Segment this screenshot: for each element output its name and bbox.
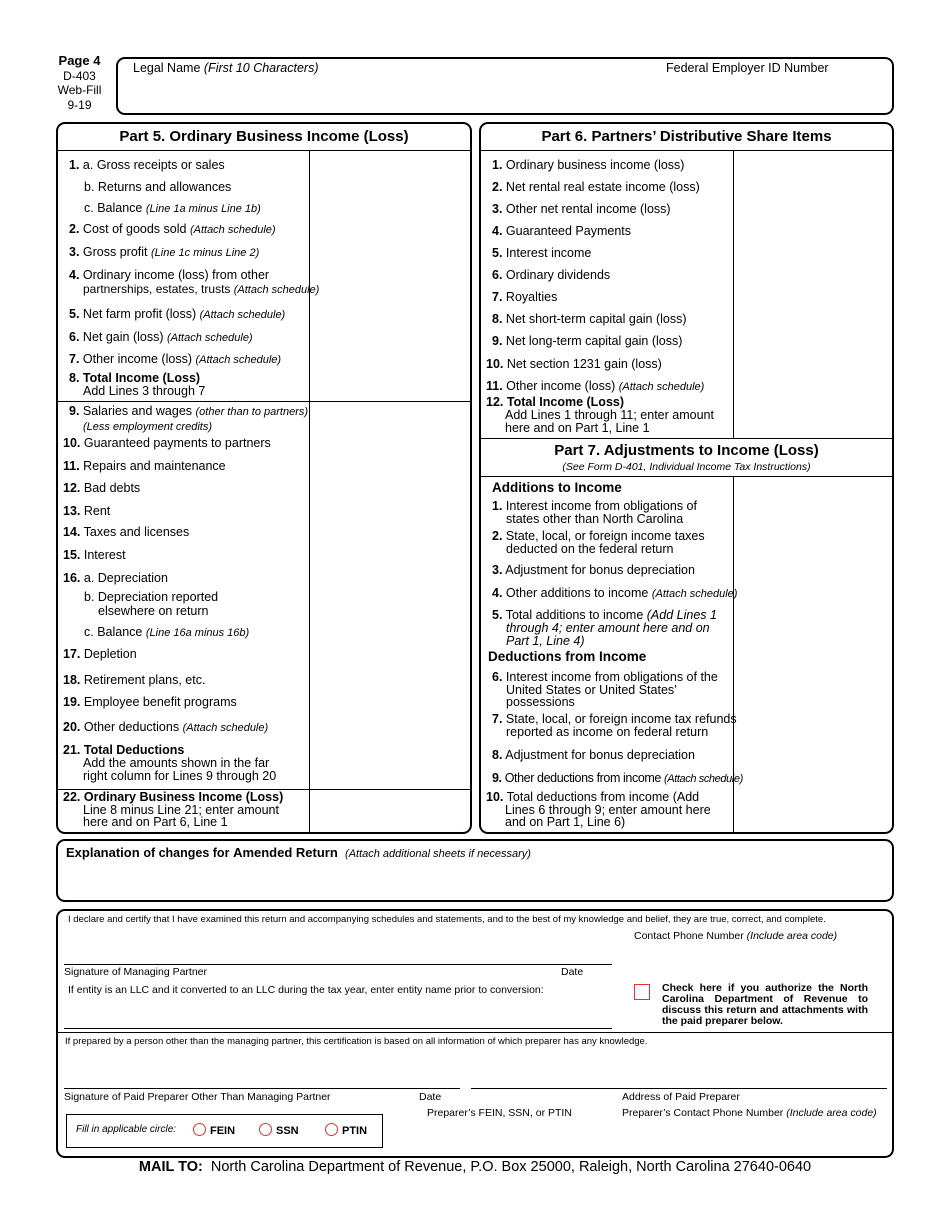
p6-line-4: 4. Guaranteed Payments [492,224,631,238]
p7-line-2: 2. State, local, or foreign income taxes deducted on the federal return [492,529,705,556]
part7-subtitle: (See Form D-401, Individual Income Tax Instructions) [562,461,811,473]
p5-line-7: 7. Other income (loss) (Attach schedule) [69,352,282,366]
p5-line-10: 10. Guaranteed payments to partners [63,436,271,450]
preparer-date-input[interactable] [413,1056,460,1087]
p7-line-1: 1. Interest income from obligations of states other than North Carolina [492,499,697,526]
p6-line-1: 1. Ordinary business income (loss) [492,158,685,172]
p6-line-3: 3. Other net rental income (loss) [492,202,671,216]
ptin-radio[interactable] [325,1123,338,1136]
contact-phone-label: Contact Phone Number (Include area code) [634,930,838,942]
p5-line-11: 11. Repairs and maintenance [63,459,226,473]
form-date: 9-19 [67,97,92,112]
id-type-box [66,1114,383,1148]
fein-radio[interactable] [193,1123,206,1136]
authorize-checkbox[interactable] [634,984,650,1000]
partner-date-label: Date [561,966,584,978]
preparer-id-label: Preparer’s FEIN, SSN, or PTIN [427,1107,572,1119]
p6-line-8: 8. Net short-term capital gain (loss) [492,312,687,326]
p5-line-22: 22. Ordinary Business Income (Loss) Line 8 minus Line 21; enter amount here and on Part 6, Line 1 [63,790,284,829]
authorize-text: Check here if you authorize the North Carolina Department of Revenue to discuss this return and attachments with the paid preparer below. [662,982,868,1027]
p5-line-4: 4. Ordinary income (loss) from other partnerships, estates, trusts (Attach schedule) [69,268,320,296]
fill-circle-label: Fill in applicable circle: [76,1124,177,1135]
p7-line-4: 4. Other additions to income (Attach schedule) [492,586,738,600]
legal-name-input[interactable] [128,79,648,109]
llc-text: If entity is an LLC and it converted to an LLC during the tax year, enter entity name prior to conversion: [68,984,544,996]
p5-line-20: 20. Other deductions (Attach schedule) [63,720,269,734]
declaration-text: I declare and certify that I have examined this return and accompanying schedules and statements, and to the best of my knowledge and belief, they are true, correct, and complete. [68,914,826,925]
p6-line-2: 2. Net rental real estate income (loss) [492,180,700,194]
p5-line-17: 17. Depletion [63,647,137,661]
option-ptin[interactable]: PTIN [325,1123,367,1137]
preparer-signature[interactable] [64,1056,409,1087]
preparer-signature-label: Signature of Paid Preparer Other Than Managing Partner [64,1091,331,1103]
amended-box [56,839,894,902]
preparer-phone-label: Preparer’s Contact Phone Number (Include area code) [622,1107,877,1119]
form-version: Web-Fill [57,83,102,97]
ssn-radio[interactable] [259,1123,272,1136]
p5-line-12: 12. Bad debts [63,481,141,495]
deductions-heading: Deductions from Income [488,649,647,664]
p5-line-16b: b. Depreciation reported elsewhere on return [84,590,219,618]
p7-line-5: 5. Total additions to income (Add Lines 1 through 4; enter amount here and on Part 1, Line 4) [492,608,717,648]
mail-to: MAIL TO: North Carolina Department of Revenue, P.O. Box 25000, Raleigh, North Carolina 27640-0640 [138,1159,812,1175]
additions-heading: Additions to Income [492,480,622,495]
preparer-text: If prepared by a person other than the managing partner, this certification is based on all information of which preparer has any knowledge. [65,1036,648,1047]
part5-title: Part 5. Ordinary Business Income (Loss) [119,128,409,145]
fein-label: Federal Employer ID Number [666,61,829,75]
form-number: D-403 [63,68,96,83]
part6-amount-column[interactable] [736,152,890,436]
preparer-date-label: Date [419,1091,442,1103]
p5-line-15: 15. Interest [63,548,126,562]
line22-amount-input[interactable] [312,792,468,832]
part7-amount-column[interactable] [736,479,890,829]
partner-date-input[interactable] [558,931,612,963]
declaration-box [56,909,894,1158]
p5-line-8: 8. Total Income (Loss) Add Lines 3 through 7 [69,371,206,398]
p5-line-19: 19. Employee benefit programs [63,695,237,709]
p6-line-9: 9. Net long-term capital gain (loss) [492,334,683,348]
amended-title: Explanation of changes for Amended Return (Attach additional sheets if necessary) [66,845,531,860]
p5-line-6: 6. Net gain (loss) (Attach schedule) [69,330,253,344]
p5-line-1b: b. Returns and allowances [84,180,232,194]
p5-line-16c: c. Balance (Line 16a minus 16b) [84,625,250,639]
managing-partner-signature[interactable] [64,931,554,963]
p7-line-7: 7. State, local, or foreign income tax refunds reported as income on federal return [492,712,737,739]
p5-line-16a: 16. a. Depreciation [63,571,168,585]
p5-line-3: 3. Gross profit (Line 1c minus Line 2) [69,245,260,259]
part5-amount-column[interactable] [312,152,468,788]
p7-line-8: 8. Adjustment for bonus depreciation [492,748,695,762]
page-number: Page 4 [58,53,101,68]
p5-line-9: 9. Salaries and wages (other than to partners) (Less employment credits) [69,404,309,433]
p7-line-3: 3. Adjustment for bonus depreciation [492,563,695,577]
header-box [116,57,894,115]
p7-line-10: 10. Total deductions from income (Add Lines 6 through 9; enter amount here and on Part 1, Line 6) [486,790,711,829]
p6-line-10: 10. Net section 1231 gain (loss) [486,357,662,371]
p5-line-1a: 1. a. Gross receipts or sales [69,158,225,172]
option-ssn[interactable]: SSN [259,1123,299,1137]
part6-title: Part 6. Partners’ Distributive Share Items [541,128,832,145]
p5-line-14: 14. Taxes and licenses [63,525,190,539]
preparer-address-label: Address of Paid Preparer [622,1091,740,1103]
option-fein[interactable]: FEIN [193,1123,235,1137]
amended-explanation-input[interactable] [66,863,886,897]
part7-title: Part 7. Adjustments to Income (Loss) [554,442,819,459]
p6-line-5: 5. Interest income [492,246,592,260]
p5-line-1c: c. Balance (Line 1a minus Line 1b) [84,201,261,215]
fein-input[interactable] [663,79,883,109]
p6-line-12: 12. Total Income (Loss) Add Lines 1 through 11; enter amount here and on Part 1, Line 1 [486,395,714,435]
p6-line-6: 6. Ordinary dividends [492,268,611,282]
legal-name-label: Legal Name (First 10 Characters) [133,61,319,75]
preparer-address-input[interactable] [471,1056,887,1087]
contact-phone-input[interactable] [634,945,884,967]
p5-line-13: 13. Rent [63,504,111,518]
p5-line-18: 18. Retirement plans, etc. [63,673,206,687]
p7-line-9: 9. Other deductions from income (Attach schedule) [492,771,743,785]
p5-line-21: 21. Total Deductions Add the amounts shown in the far right column for Lines 9 through 20 [63,743,277,783]
page-identifier [52,54,107,112]
p5-line-2: 2. Cost of goods sold (Attach schedule) [69,222,276,236]
p7-line-6: 6. Interest income from obligations of the United States or United States’ possessions [492,670,718,709]
llc-prior-name-input[interactable] [64,999,612,1027]
p5-line-5: 5. Net farm profit (loss) (Attach schedule) [69,307,286,321]
partner-signature-label: Signature of Managing Partner [64,966,208,978]
p6-line-7: 7. Royalties [492,290,558,304]
p6-line-11: 11. Other income (loss) (Attach schedule) [486,379,705,393]
